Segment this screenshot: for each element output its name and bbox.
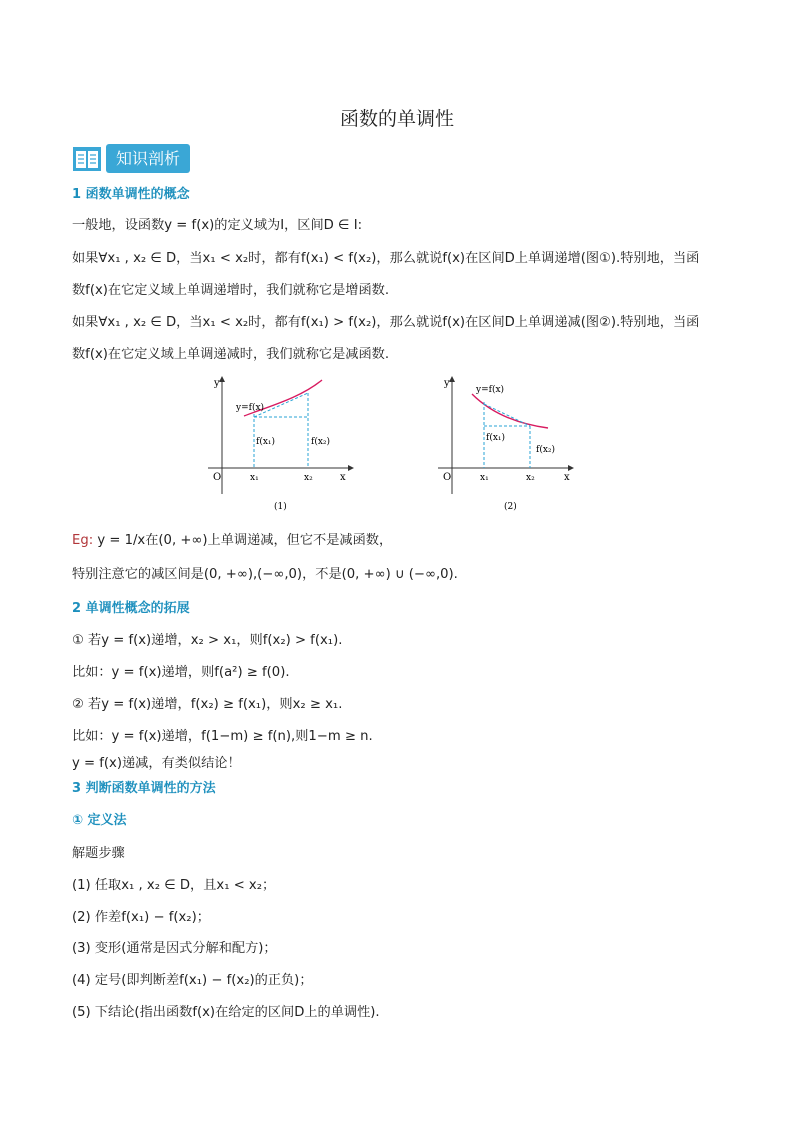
y-axis-arrow [219,376,225,382]
extension-note: y = f(x)递减，有类似结论！ [72,756,241,771]
increasing-def-line-2: 数f(x)在它定义域上单调递增时，我们就称它是增函数. [72,283,390,298]
example-label: Eg: [72,533,94,548]
section-badge-label: 知识剖析 [106,144,190,173]
step-1: (1) 任取x₁ , x₂ ∈ D，且x₁ < x₂； [72,878,276,893]
x-axis-label: x [564,472,570,483]
figure-increasing [200,372,360,517]
steps-title: 解题步骤 [72,846,125,861]
x-axis-arrow [348,465,354,471]
extension-point-1: ① 若y = f(x)递增，x₂ > x₁，则f(x₂) > f(x₁). [72,633,343,648]
fx1-label: f(x₁) [486,433,506,443]
example-note: 特别注意它的减区间是(0, +∞),(−∞,0)，不是(0, +∞) ∪ (−∞,0). [72,567,458,582]
x2-label: x₂ [304,473,313,483]
definition-intro: 一般地，设函数y = f(x)的定义域为I，区间D ∈ I: [72,218,363,233]
example-line [72,531,392,551]
page-title: 函数的单调性 [339,108,454,130]
curve-label: y=f(x) [476,385,505,395]
figure-caption: (1) [274,502,287,512]
curve-label: y=f(x) [236,403,265,413]
x1-label: x₁ [250,473,259,483]
step-4: (4) 定号(即判断差f(x₁) − f(x₂)的正负)； [72,973,313,988]
definition-method-heading: ① 定义法 [72,813,127,828]
fx2-label: f(x₂) [311,437,331,447]
section-2-heading: 2 单调性概念的拓展 [72,601,190,616]
increasing-def-line-1: 如果∀x₁ , x₂ ∈ D，当x₁ < x₂时，都有f(x₁) < f(x₂)，那么就说f(x)在区间D上单调递增(图①).特别地，当函 [72,251,700,266]
origin-label: O [443,472,452,483]
fx1-label: f(x₁) [256,437,276,447]
origin-label: O [213,472,222,483]
extension-point-2: ② 若y = f(x)递增，f(x₂) ≥ f(x₁)，则x₂ ≥ x₁. [72,697,343,712]
figure-caption: (2) [504,502,517,512]
x2-label: x₂ [526,473,535,483]
x1-label: x₁ [480,473,489,483]
x-axis-arrow [568,465,574,471]
step-2: (2) 作差f(x₁) − f(x₂)； [72,910,210,925]
step-3: (3) 变形(通常是因式分解和配方)； [72,941,277,956]
figure-decreasing [430,372,580,517]
decreasing-def-line-2: 数f(x)在它定义域上单调递减时，我们就称它是减函数. [72,347,390,362]
extension-example-2: 比如：y = f(x)递增，f(1−m) ≥ f(n),则1−m ≥ n. [72,729,373,744]
y-axis-label: y [214,378,220,389]
step-5: (5) 下结论(指出函数f(x)在给定的区间D上的单调性). [72,1005,380,1020]
decreasing-curve [472,394,548,428]
extension-example-1: 比如：y = f(x)递增，则f(a²) ≥ f(0). [72,665,290,680]
decreasing-def-line-1: 如果∀x₁ , x₂ ∈ D，当x₁ < x₂时，都有f(x₁) > f(x₂)，那么就说f(x)在区间D上单调递减(图②).特别地，当函 [72,315,700,330]
fx2-label: f(x₂) [536,445,556,455]
y-axis-label: y [444,378,450,389]
example-text: y = 1/x在(0, +∞)上单调递减，但它不是减函数， [93,533,393,548]
y-axis-arrow [449,376,455,382]
section-3-heading: 3 判断函数单调性的方法 [72,781,216,796]
section-badge [72,143,190,174]
book-icon [72,144,102,174]
x-axis-label: x [340,472,346,483]
section-1-heading: 1 函数单调性的概念 [72,187,190,202]
